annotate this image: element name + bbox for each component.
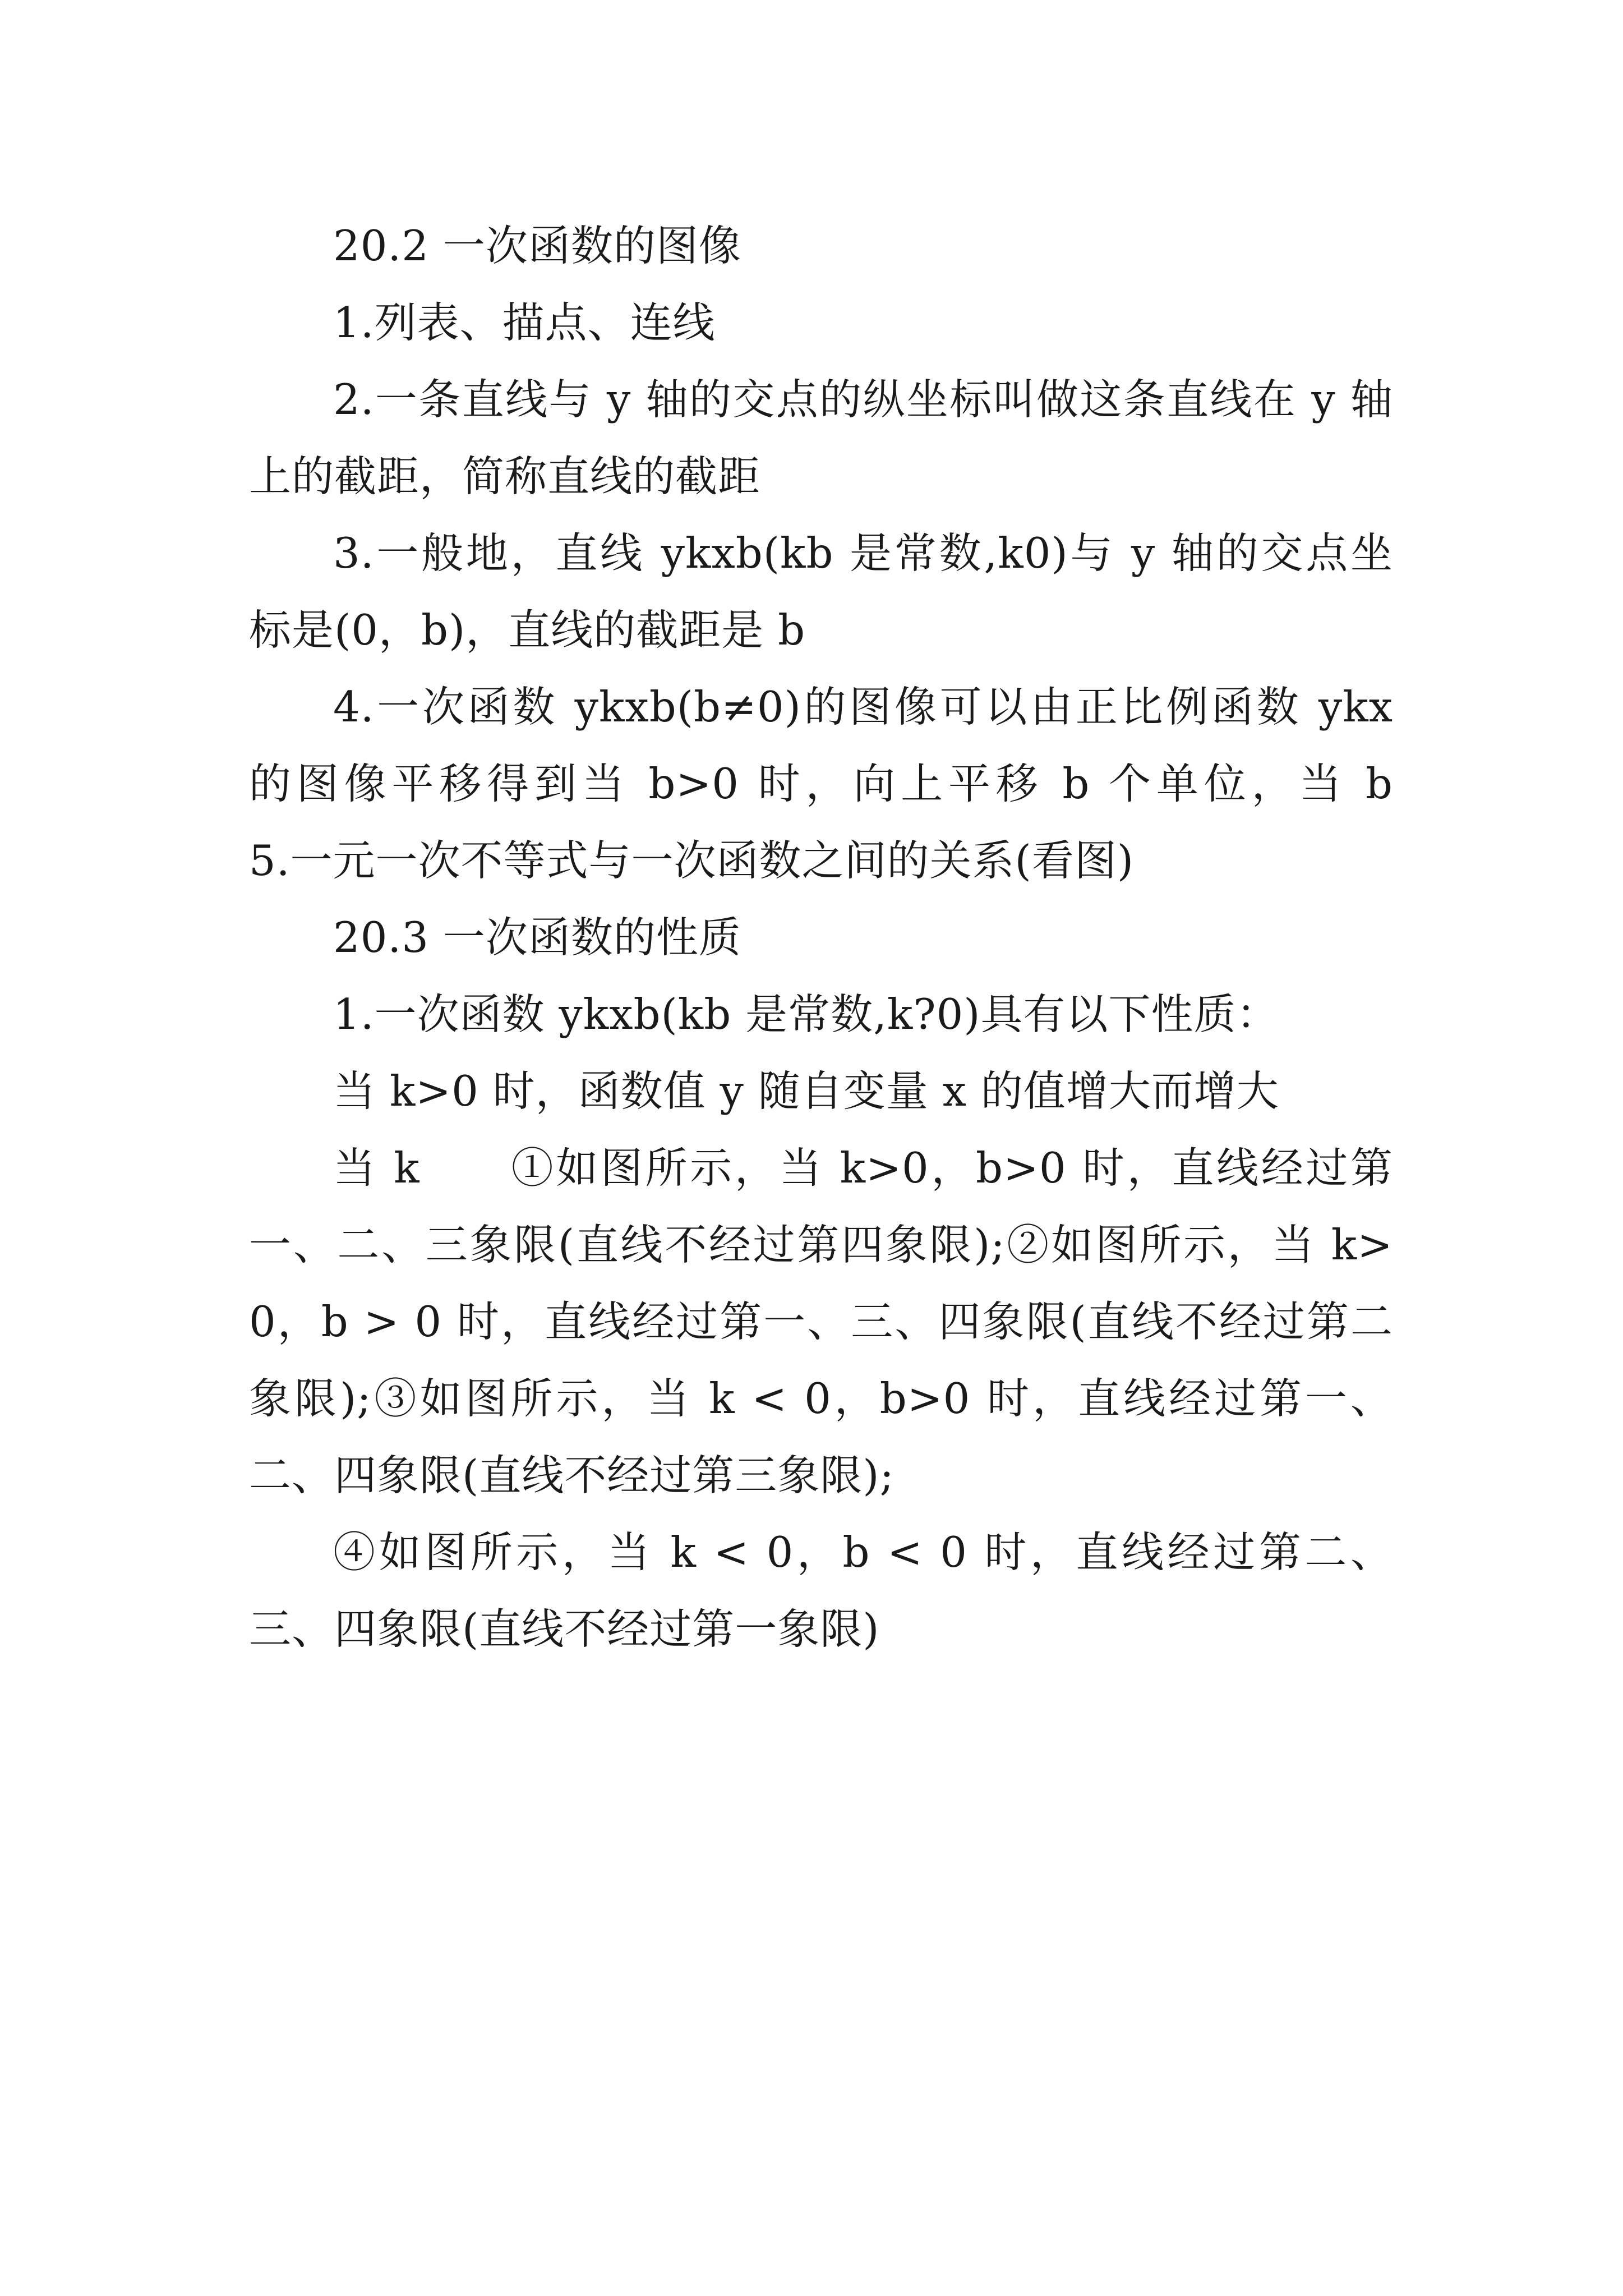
paragraph: 2.一条直线与 y 轴的交点的纵坐标叫做这条直线在 y 轴上的截距，简称直线的截距 (249, 375, 1393, 501)
paragraph: 1.列表、描点、连线 (333, 298, 716, 347)
paragraph: ④如图所示，当 k < 0，b < 0 时，直线经过第二、三、四象限(直线不经过第一象限) (249, 1527, 1393, 1654)
section-heading: 20.3 一次函数的性质 (333, 913, 741, 962)
paragraph: 3.一般地，直线 ykxb(kb 是常数,k0)与 y 轴的交点坐标是(0，b)，直线的截距是 b (249, 528, 1393, 655)
paragraph: 当 k ①如图所示，当 k>0，b>0 时，直线经过第一、二、三象限(直线不经过第四象限);②如图所示，当 k>0，b > 0 时，直线经过第一、三、四象限(直线不经过第二象限);③如图所示，当 k < 0，b>0 时，直线经过第一、二、四象限(直线不经过第三象限); (249, 1143, 1393, 1500)
paragraph: 1.一次函数 ykxb(kb 是常数,k?0)具有以下性质： (333, 990, 1279, 1039)
document-body (249, 208, 1479, 1668)
paragraph: 当 k>0 时，函数值 y 随自变量 x 的值增大而增大 (333, 1066, 1279, 1116)
paragraph: 4.一次函数 ykxb(b≠0)的图像可以由正比例函数 ykx 的图像平移得到当 b>0 时，向上平移 b 个单位，当 b 5.一元一次不等式与一次函数之间的关系(看图) (249, 682, 1479, 885)
section-heading: 20.2 一次函数的图像 (333, 221, 741, 270)
